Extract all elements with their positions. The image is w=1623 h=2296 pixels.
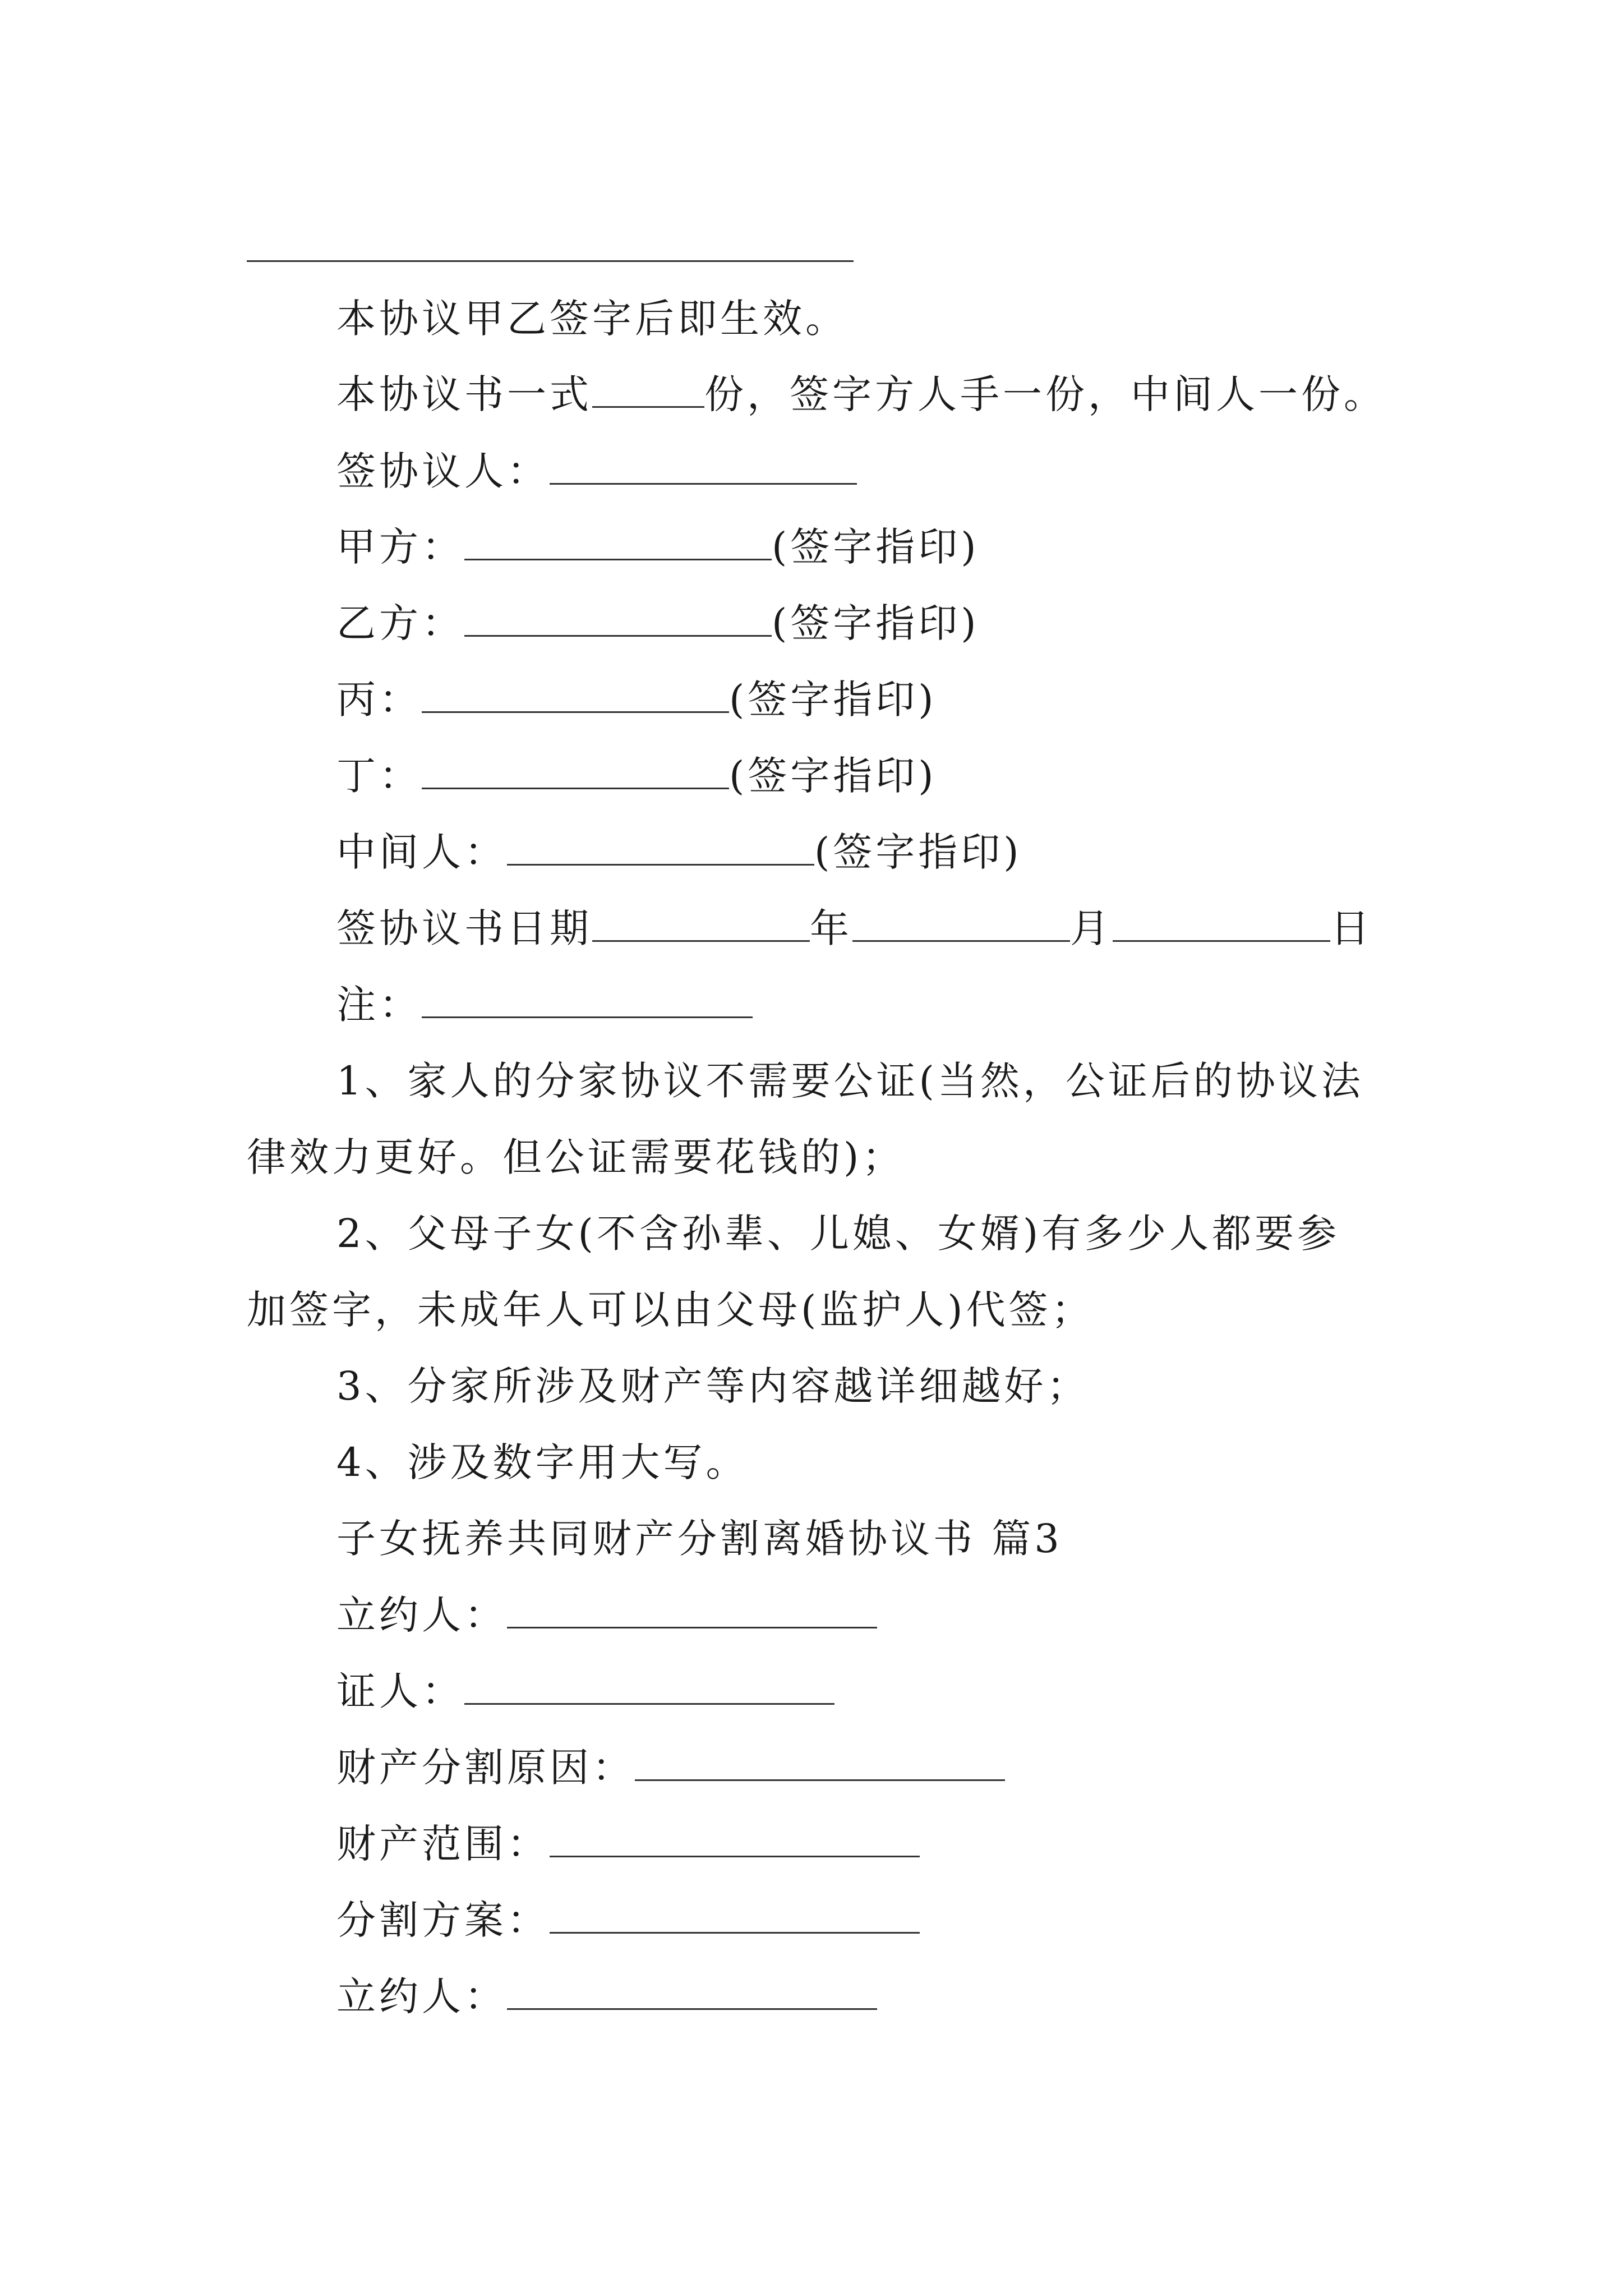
note2-line1 bbox=[336, 1211, 1340, 1257]
party-d-line bbox=[336, 753, 937, 799]
plan-line bbox=[336, 1897, 920, 1943]
party-b-label: 乙方： bbox=[336, 600, 464, 646]
effective-text: 本协议甲乙签字后即生效。 bbox=[336, 296, 848, 342]
scope-label: 财产范围： bbox=[336, 1821, 550, 1867]
party-c-label: 丙： bbox=[336, 677, 422, 723]
day-label: 日 bbox=[1330, 905, 1373, 951]
note1-text-2: 律效力更好。但公证需要花钱的)； bbox=[247, 1134, 905, 1180]
year-blank[interactable] bbox=[592, 911, 810, 942]
copies-clause bbox=[336, 371, 1386, 417]
party-c-line bbox=[336, 677, 937, 723]
party-c-sign-note: (签字指印) bbox=[729, 677, 937, 723]
party-c-blank[interactable] bbox=[422, 682, 729, 713]
party-a-label: 甲方： bbox=[336, 524, 464, 570]
witness-blank[interactable] bbox=[464, 1674, 834, 1705]
copies-prefix: 本协议书一式 bbox=[336, 371, 592, 417]
scope-line bbox=[336, 1821, 920, 1867]
note1-text-1: 1、家人的分家协议不需要公证(当然，公证后的协议法 bbox=[336, 1058, 1364, 1104]
party-a-sign-note: (签字指印) bbox=[772, 524, 980, 570]
mediator-label: 中间人： bbox=[336, 829, 507, 875]
establisher-label: 立约人： bbox=[336, 1592, 507, 1638]
reason-blank[interactable] bbox=[635, 1750, 1005, 1781]
note4-text: 4、涉及数字用大写。 bbox=[336, 1439, 749, 1485]
establisher2-label: 立约人： bbox=[336, 1973, 507, 2019]
scope-blank[interactable] bbox=[550, 1826, 920, 1857]
day-blank[interactable] bbox=[1113, 911, 1330, 942]
party-b-line bbox=[336, 600, 980, 646]
copies-suffix: 份，签字方人手一份，中间人一份。 bbox=[704, 371, 1386, 417]
party-d-blank[interactable] bbox=[422, 758, 729, 789]
month-blank[interactable] bbox=[852, 911, 1070, 942]
note4-line bbox=[336, 1439, 749, 1485]
signers-line bbox=[336, 448, 857, 494]
signers-blank[interactable] bbox=[550, 454, 857, 485]
note-line bbox=[336, 982, 753, 1028]
note2-text-1: 2、父母子女(不含孙辈、儿媳、女婿)有多少人都要参 bbox=[336, 1211, 1340, 1257]
note-label: 注： bbox=[336, 982, 422, 1028]
reason-label: 财产分割原因： bbox=[336, 1745, 635, 1791]
party-b-sign-note: (签字指印) bbox=[772, 600, 980, 646]
mediator-blank[interactable] bbox=[507, 835, 814, 866]
signers-label: 签协议人： bbox=[336, 448, 550, 494]
witness-label: 证人： bbox=[336, 1668, 464, 1714]
mediator-sign-note: (签字指印) bbox=[814, 829, 1022, 875]
party-a-line bbox=[336, 524, 980, 570]
plan-label: 分割方案： bbox=[336, 1897, 550, 1943]
plan-blank[interactable] bbox=[550, 1903, 920, 1934]
mediator-line bbox=[336, 829, 1022, 875]
party-d-label: 丁： bbox=[336, 753, 422, 799]
note2-line2 bbox=[247, 1287, 1094, 1333]
establisher2-line bbox=[336, 1973, 877, 2019]
effective-clause bbox=[336, 296, 848, 342]
establisher2-blank[interactable] bbox=[507, 1979, 877, 2010]
party-b-blank[interactable] bbox=[464, 606, 772, 637]
party-a-blank[interactable] bbox=[464, 530, 772, 560]
year-label: 年 bbox=[810, 905, 852, 951]
note1-line1 bbox=[336, 1058, 1364, 1104]
note2-text-2: 加签字，未成年人可以由父母(监护人)代签； bbox=[247, 1287, 1094, 1333]
note3-text: 3、分家所涉及财产等内容越详细越好； bbox=[336, 1363, 1090, 1409]
top-rule bbox=[247, 260, 854, 262]
note3-line bbox=[336, 1363, 1090, 1409]
note-blank[interactable] bbox=[422, 987, 753, 1018]
month-label: 月 bbox=[1070, 905, 1113, 951]
party-d-sign-note: (签字指印) bbox=[729, 753, 937, 799]
reason-line bbox=[336, 1745, 1005, 1791]
note1-line2 bbox=[247, 1134, 905, 1180]
establisher-line bbox=[336, 1592, 877, 1638]
date-label: 签协议书日期 bbox=[336, 905, 592, 951]
date-line bbox=[336, 905, 1373, 951]
section-title-text: 子女抚养共同财产分割离婚协议书 篇3 bbox=[336, 1516, 1063, 1562]
copies-blank[interactable] bbox=[592, 377, 704, 408]
section-title bbox=[336, 1516, 1063, 1562]
establisher-blank[interactable] bbox=[507, 1598, 877, 1628]
witness-line bbox=[336, 1668, 834, 1714]
